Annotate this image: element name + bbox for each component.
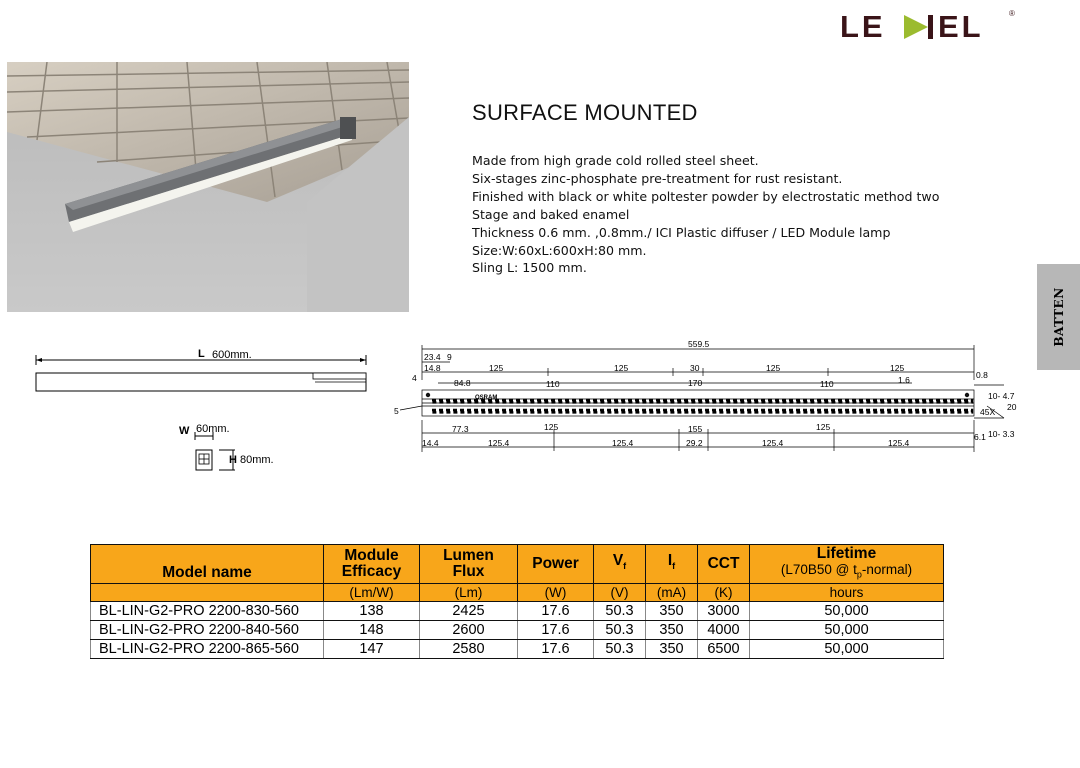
dim-label: 77.3 xyxy=(452,424,469,434)
cell-if: 350 xyxy=(646,621,698,640)
table-row xyxy=(91,640,944,659)
description-line: Made from high grade cold rolled steel sheet. xyxy=(472,153,759,168)
dim-label: 125 xyxy=(766,363,781,373)
header-efficacy: Module Efficacy xyxy=(324,545,420,584)
header-power: Power xyxy=(518,545,594,584)
cell-model: BL-LIN-G2-PRO 2200-865-560 xyxy=(91,640,324,659)
dim-total: 559.5 xyxy=(688,340,710,349)
led-module-technical-drawing xyxy=(392,340,1022,460)
dim-label: 125.4 xyxy=(612,438,634,448)
description-line: Stage and baked enamel xyxy=(472,206,630,222)
dim-label: 170 xyxy=(688,378,703,388)
header-vf: $V_f$ xyxy=(594,545,646,584)
cell-flux: 2425 xyxy=(420,602,518,621)
header-model: Model name xyxy=(91,545,324,584)
header-lifetime: Lifetime (L70B50 @ $t_p-normal$) xyxy=(750,545,944,584)
width-value: 60mm. xyxy=(196,423,230,435)
brand-logo xyxy=(838,6,1028,48)
table-header-row xyxy=(91,545,944,584)
dim-label: 125 xyxy=(544,422,559,432)
cell-power: 17.6 xyxy=(518,640,594,659)
table-row xyxy=(91,602,944,621)
cell-efficacy: 148 xyxy=(324,621,420,640)
dim-label: 4 xyxy=(412,373,417,383)
dim-label: 23.4 xyxy=(424,352,441,362)
product-description xyxy=(472,152,939,277)
unit-cell: (Lm/W) xyxy=(324,584,420,602)
table-units-row xyxy=(91,584,944,602)
dim-label: 110 xyxy=(820,379,834,389)
cell-vf: 50.3 xyxy=(594,602,646,621)
dim-label: 125.4 xyxy=(762,438,784,448)
logo-registered: ® xyxy=(1009,9,1015,18)
logo-text-left: LE xyxy=(840,9,886,44)
cell-flux: 2600 xyxy=(420,621,518,640)
height-value: 80mm. xyxy=(240,454,274,466)
cell-model: BL-LIN-G2-PRO 2200-830-560 xyxy=(91,602,324,621)
header-flux: Lumen Flux xyxy=(420,545,518,584)
dim-label: 0.8 xyxy=(976,370,988,380)
description-line: Size:W:60xL:600xH:80 mm. xyxy=(472,242,647,258)
cell-power: 17.6 xyxy=(518,602,594,621)
dim-label: 9 xyxy=(447,352,452,362)
logo-arrow-icon xyxy=(904,15,928,39)
unit-cell: hours xyxy=(750,584,944,602)
dim-label: 45X xyxy=(980,407,996,417)
cell-lifetime: 50,000 xyxy=(750,602,944,621)
cell-vf: 50.3 xyxy=(594,621,646,640)
spec-table xyxy=(90,544,944,659)
cell-efficacy: 138 xyxy=(324,602,420,621)
unit-cell: (V) xyxy=(594,584,646,602)
description-line: Six-stages zinc-phosphate pre-treatment for rust resistant. xyxy=(472,170,843,186)
description-line: Thickness 0.6 mm. ,0.8mm./ ICI Plastic diffuser / LED Module lamp xyxy=(472,224,891,240)
product-photo xyxy=(7,62,409,312)
dim-label: 1.6 xyxy=(898,375,910,385)
cell-lifetime: 50,000 xyxy=(750,621,944,640)
unit-cell: (mA) xyxy=(646,584,698,602)
cell-cct: 6500 xyxy=(698,640,750,659)
units-model xyxy=(91,584,324,602)
dim-label: 10- 4.7 xyxy=(988,391,1015,401)
cell-cct: 4000 xyxy=(698,621,750,640)
logo-text-right: EL xyxy=(938,9,984,44)
unit-cell: (K) xyxy=(698,584,750,602)
dim-label: 20 xyxy=(1007,402,1017,412)
cell-efficacy: 147 xyxy=(324,640,420,659)
description-line: Sling L: 1500 mm. xyxy=(472,260,587,276)
table-row xyxy=(91,621,944,640)
dim-label: 6.1 xyxy=(974,432,986,442)
dim-label: 29.2 xyxy=(686,438,703,448)
dim-label: 125.4 xyxy=(488,438,510,448)
dim-label: 125 xyxy=(890,363,905,373)
header-cct: CCT xyxy=(698,545,750,584)
cell-vf: 50.3 xyxy=(594,640,646,659)
cell-cct: 3000 xyxy=(698,602,750,621)
dim-label: 84.8 xyxy=(454,378,471,388)
category-tab-label: BATTEN xyxy=(1051,287,1066,347)
length-value: 600mm. xyxy=(212,349,252,361)
category-tab[interactable] xyxy=(1037,264,1080,370)
dim-label: 14.4 xyxy=(422,438,439,448)
dim-label: 110 xyxy=(546,379,560,389)
page-title: SURFACE MOUNTED xyxy=(472,100,698,125)
unit-cell: (Lm) xyxy=(420,584,518,602)
dim-label: 14.8 xyxy=(424,363,441,373)
osram-label: OSRAM xyxy=(475,395,498,401)
header-if: $I_f$ xyxy=(646,545,698,584)
dim-label: 125.4 xyxy=(888,438,910,448)
dim-label: 125 xyxy=(489,363,504,373)
cell-if: 350 xyxy=(646,602,698,621)
dim-label: 125 xyxy=(614,363,629,373)
unit-cell: (W) xyxy=(518,584,594,602)
width-symbol: W xyxy=(179,425,190,437)
dim-label: 155 xyxy=(688,424,703,434)
cell-flux: 2580 xyxy=(420,640,518,659)
cell-lifetime: 50,000 xyxy=(750,640,944,659)
dim-label: 10- 3.3 xyxy=(988,429,1015,439)
cell-if: 350 xyxy=(646,640,698,659)
cell-model: BL-LIN-G2-PRO 2200-840-560 xyxy=(91,621,324,640)
length-symbol: L xyxy=(198,348,205,360)
height-symbol: H xyxy=(229,454,237,466)
description-line: Finished with black or white poltester powder by electrostatic method two xyxy=(472,188,940,204)
dim-label: 30 xyxy=(690,363,700,373)
dim-label: 125 xyxy=(816,422,831,432)
dim-label: 5 xyxy=(394,406,399,416)
logo-bar xyxy=(928,15,933,39)
cell-power: 17.6 xyxy=(518,621,594,640)
